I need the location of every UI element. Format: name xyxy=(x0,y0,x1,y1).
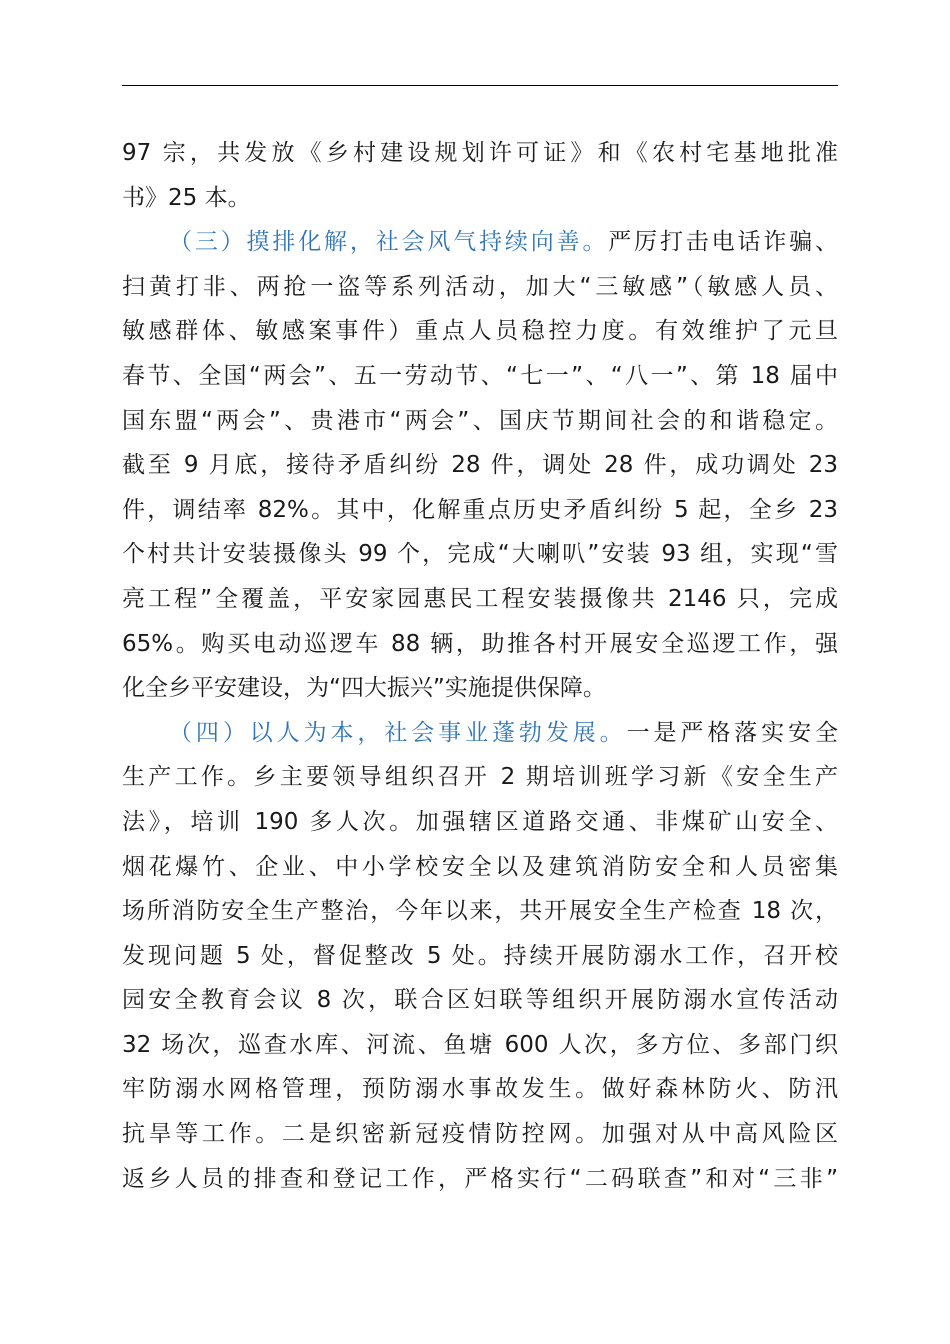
text-line xyxy=(122,220,838,265)
text-line: 法》，培训 190 多人次。加强辖区道路交通、非煤矿山安全、 xyxy=(122,808,838,835)
text-line: 亮工程”全覆盖，平安家园惠民工程安装摄像共 2146 只，完成 xyxy=(122,585,838,612)
text-line: 化全乡平安建设，为“四大振兴”实施提供保障。 xyxy=(122,675,606,702)
text-line: 生产工作。乡主要领导组织召开 2 期培训班学习新《安全生产 xyxy=(122,764,838,791)
text-line: 97 宗，共发放《乡村建设规划许可证》和《农村宅基地批准 xyxy=(122,140,838,166)
text-line: 国东盟“两会”、贵港市“两会”、国庆节期间社会的和谐稳定。 xyxy=(122,407,838,434)
text-line: 抗旱等工作。二是织密新冠疫情防控网。加强对从中高风险区 xyxy=(122,1121,838,1148)
section-heading: （三）摸排化解，社会风气持续向善。 xyxy=(169,229,609,256)
text-line: 牢防溺水网格管理，预防溺水事故发生。做好森林防火、防汛 xyxy=(122,1076,838,1103)
text-line: 书》25 本。 xyxy=(122,184,251,211)
text-line: 32 场次，巡查水库、河流、鱼塘 600 人次，多方位、多部门织 xyxy=(122,1031,838,1058)
text-span: 一是严格落实安全 xyxy=(626,719,839,746)
text-line: 65%。购买电动巡逻车 88 辆，助推各村开展安全巡逻工作，强 xyxy=(122,630,838,657)
text-line xyxy=(122,711,838,756)
paragraph-section-3 xyxy=(122,220,838,711)
paragraph-section-4 xyxy=(122,711,838,1202)
text-line: 截至 9 月底，接待矛盾纠纷 28 件，调处 28 件，成功调处 23 xyxy=(122,452,838,479)
text-line: 敏感群体、敏感案事件）重点人员稳控力度。有效维护了元旦 xyxy=(122,318,838,345)
text-line: 扫黄打非、两抢一盗等系列活动，加大“三敏感”（敏感人员、 xyxy=(122,273,838,300)
text-line: 场所消防安全生产整治，今年以来，共开展安全生产检查 18 次， xyxy=(122,898,838,925)
text-line: 返乡人员的排查和登记工作，严格实行“二码联查”和对“三非” xyxy=(122,1165,838,1192)
section-heading: （四）以人为本，社会事业蓬勃发展。 xyxy=(169,719,627,746)
text-line: 发现问题 5 处，督促整改 5 处。持续开展防溺水工作，召开校 xyxy=(122,942,838,969)
text-line: 件，调结率 82%。其中，化解重点历史矛盾纠纷 5 起，全乡 23 xyxy=(122,496,838,523)
text-span: 严厉打击电话诈骗、 xyxy=(608,229,839,256)
text-line: 园安全教育会议 8 次，联合区妇联等组织开展防溺水宣传活动 xyxy=(122,987,838,1014)
text-line: 春节、全国“两会”、五一劳动节、“七一”、“八一”、第 18 届中 xyxy=(122,362,838,389)
paragraph-continuation xyxy=(122,131,838,220)
document-body xyxy=(122,131,838,1201)
text-line: 个村共计安装摄像头 99 个，完成“大喇叭”安装 93 组，实现“雪 xyxy=(122,541,838,568)
text-line: 烟花爆竹、企业、中小学校安全以及建筑消防安全和人员密集 xyxy=(122,853,838,880)
header-rule xyxy=(122,85,838,86)
